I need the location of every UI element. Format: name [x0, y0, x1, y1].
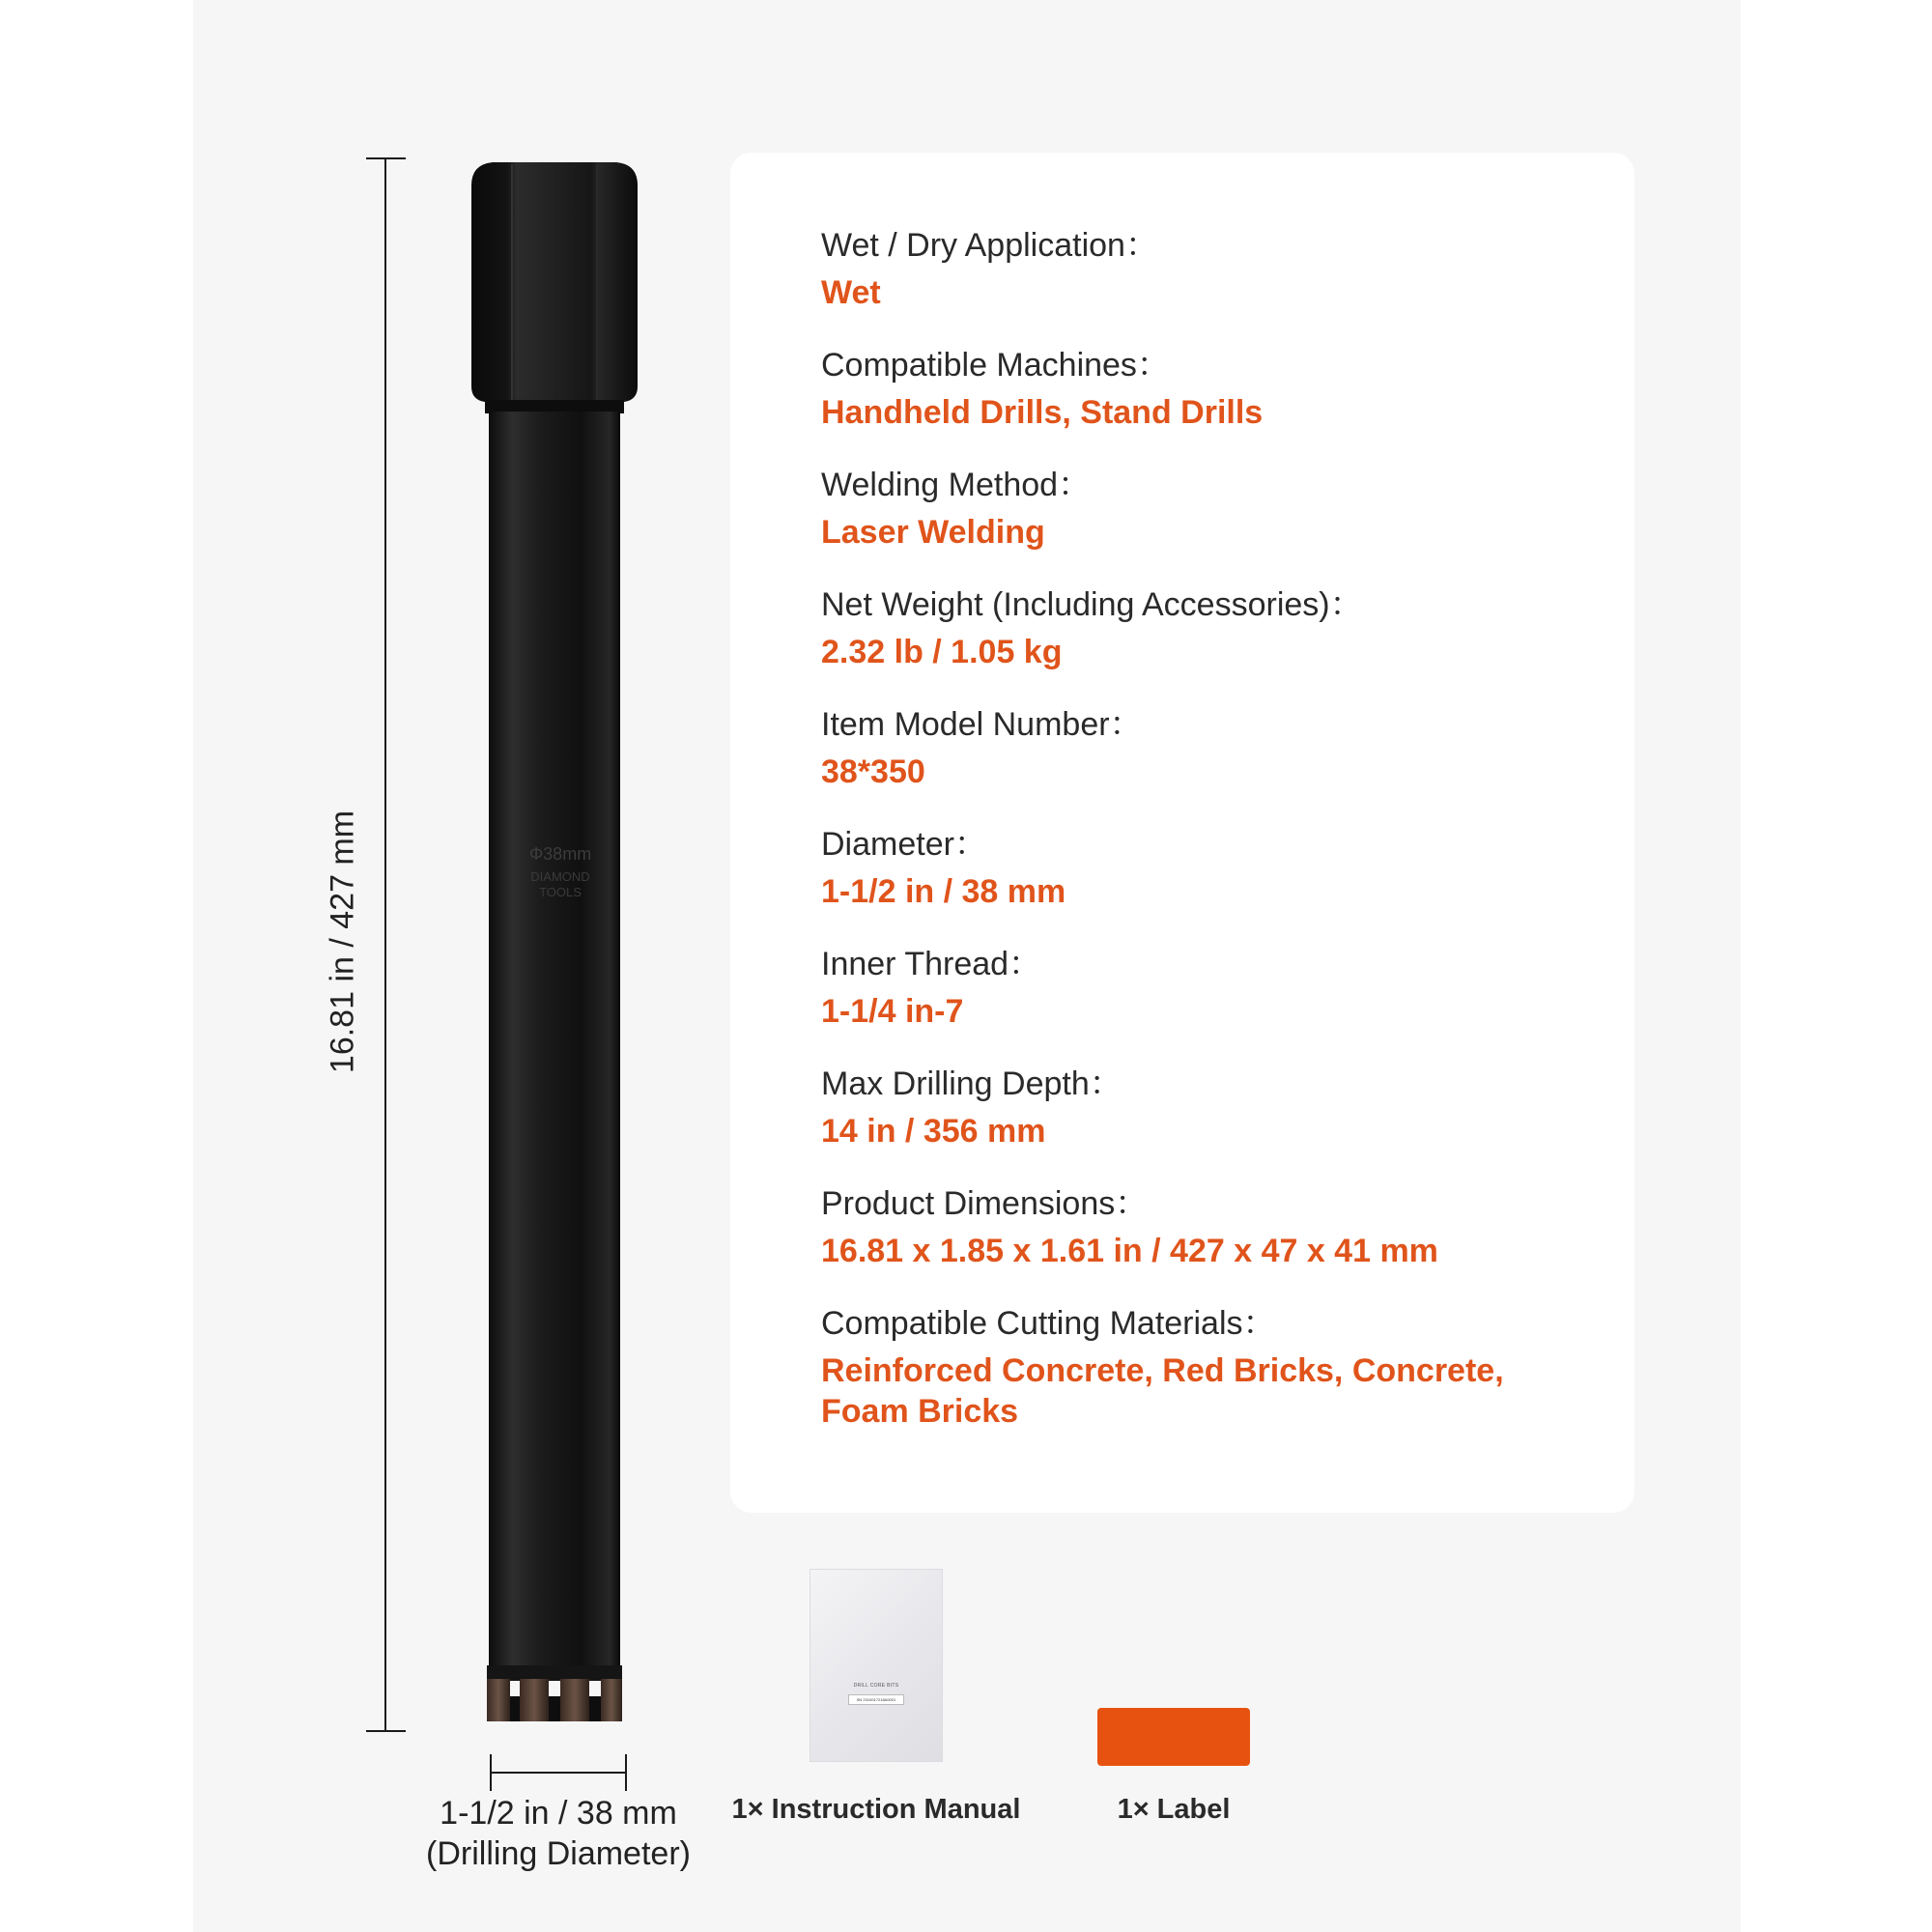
- spec-label: Net Weight (Including Accessories)：: [821, 586, 1363, 623]
- diameter-dimension-value: 1-1/2 in / 38 mm: [440, 1795, 677, 1832]
- spec-label: Inner Thread：: [821, 946, 1042, 982]
- spec-value: [821, 1350, 1594, 1432]
- spec-value: 2.32 lb / 1.05 kg: [821, 634, 1063, 670]
- spec-inner-thread: [821, 943, 1594, 1032]
- engraving-diameter: Φ38mm: [528, 844, 592, 864]
- spec-diameter: [821, 823, 1594, 912]
- spec-value: 16.81 x 1.85 x 1.61 in / 427 x 47 x 41 mm: [821, 1233, 1438, 1269]
- instruction-manual-caption: 1× Instruction Manual: [731, 1794, 1021, 1825]
- spec-application: [821, 224, 1594, 313]
- length-dimension-line: [384, 158, 386, 1731]
- diamond-segment: [601, 1679, 622, 1721]
- specifications-card: [730, 153, 1634, 1513]
- spec-cutting-materials: [821, 1302, 1594, 1432]
- spec-label: Welding Method：: [821, 467, 1092, 503]
- spec-value: Wet: [821, 274, 881, 311]
- core-drill-bit-image: [468, 158, 641, 1729]
- hex-head: [471, 162, 638, 402]
- label-accessory-image: [1097, 1708, 1250, 1766]
- spec-value: 14 in / 356 mm: [821, 1113, 1046, 1150]
- diamond-segment: [487, 1679, 510, 1721]
- spec-label: Product Dimensions：: [821, 1185, 1149, 1222]
- spec-value: Handheld Drills, Stand Drills: [821, 394, 1264, 431]
- diamond-segment: [520, 1679, 549, 1721]
- spec-value: 1-1/2 in / 38 mm: [821, 873, 1066, 910]
- diameter-dimension-cap-right: [625, 1754, 627, 1791]
- spec-value: 1-1/4 in-7: [821, 993, 964, 1030]
- spec-net-weight: [821, 583, 1594, 672]
- manual-cover-label: [848, 1683, 904, 1705]
- spec-compatible-machines: [821, 344, 1594, 433]
- hex-collar: [485, 400, 624, 413]
- spec-label: Item Model Number：: [821, 706, 1143, 743]
- instruction-manual-image: [810, 1569, 943, 1762]
- spec-label: Compatible Cutting Materials：: [821, 1305, 1276, 1342]
- diameter-dimension-line: [491, 1772, 626, 1774]
- spec-label: Wet / Dry Application：: [821, 227, 1158, 264]
- manual-serial-sticker: SN 2310017218A0001: [848, 1694, 904, 1705]
- spec-product-dimensions: [821, 1182, 1594, 1271]
- segment-gap: [549, 1696, 560, 1721]
- spec-model-number: [821, 703, 1594, 792]
- spec-label: Diameter：: [821, 826, 987, 863]
- spec-value: 38*350: [821, 753, 925, 790]
- barrel-tube: [489, 412, 620, 1667]
- segment-ring-top: [487, 1665, 622, 1681]
- spec-label: Compatible Machines：: [821, 347, 1170, 384]
- spec-welding-method: [821, 464, 1594, 553]
- segment-gap: [510, 1696, 520, 1721]
- manual-cover-title: DRILL CORE BITS: [853, 1683, 899, 1689]
- diameter-dimension-note: (Drilling Diameter): [426, 1835, 691, 1872]
- segment-gap: [589, 1696, 601, 1721]
- engraving-brand-2: TOOLS: [539, 885, 582, 899]
- length-dimension-cap-bottom: [366, 1730, 406, 1732]
- engraving-brand-1: DIAMOND: [530, 869, 590, 884]
- diamond-segments: [487, 1679, 622, 1721]
- spec-value-line-2: Foam Bricks: [821, 1393, 1019, 1430]
- diameter-dimension-label: [426, 1793, 691, 1874]
- diamond-segment: [560, 1679, 589, 1721]
- spec-max-drilling-depth: [821, 1063, 1594, 1151]
- spec-label: Max Drilling Depth：: [821, 1065, 1122, 1102]
- spec-value-line-1: Reinforced Concrete, Red Bricks, Concrete,: [821, 1352, 1504, 1389]
- length-dimension-label: 16.81 in / 427 mm: [324, 810, 361, 1074]
- spec-value: Laser Welding: [821, 514, 1045, 551]
- label-accessory-caption: 1× Label: [1117, 1794, 1231, 1825]
